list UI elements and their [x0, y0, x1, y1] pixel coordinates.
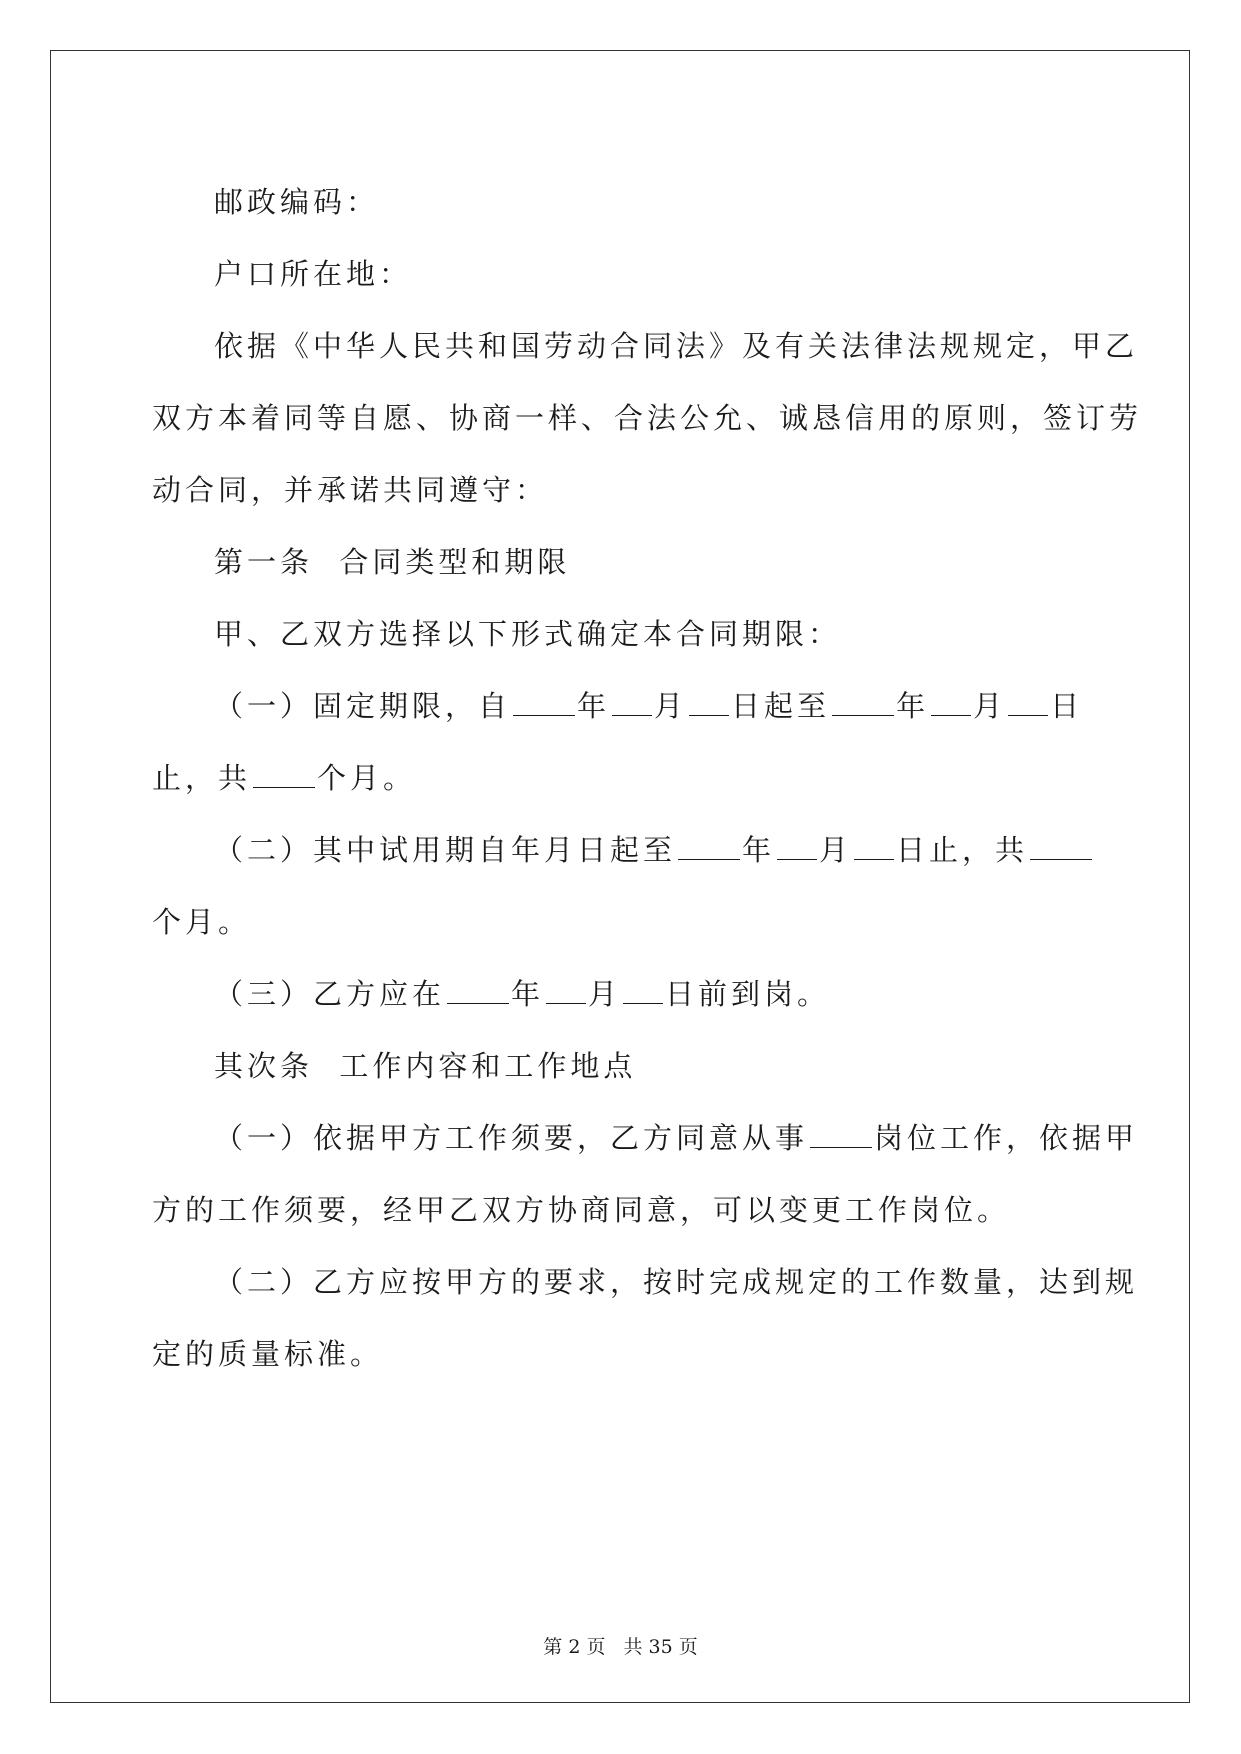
day-label: 日止，共 — [896, 833, 1029, 867]
quality-text: （二）乙方应按甲方的要求，按时完成规定的工作数量，达到规 — [214, 1265, 1139, 1299]
probation-line-2 — [152, 886, 1090, 958]
fixed-term-text: （一）固定期限，自 — [214, 689, 512, 723]
basis-line-3 — [152, 454, 1090, 526]
job-text: （一）依据甲方工作须要，乙方同意从事 — [214, 1121, 809, 1155]
day-label: 日前到岗。 — [665, 977, 831, 1011]
job-text-cont: 岗位工作，依据甲 — [874, 1121, 1139, 1155]
quality-line-1 — [152, 1246, 1139, 1318]
article-1-intro-text: 甲、乙双方选择以下形式确定本合同期限： — [214, 617, 842, 651]
job-text-end: 方的工作须要，经甲乙双方协商同意，可以变更工作岗位。 — [152, 1193, 1011, 1227]
probation-line-1 — [152, 814, 1090, 886]
blank-line — [689, 693, 729, 716]
blank-line — [931, 693, 971, 716]
day-label: 日起至 — [731, 689, 831, 723]
article-1-title — [152, 526, 1090, 598]
blank-line — [513, 693, 575, 716]
basis-text-1: 依据《中华人民共和国劳动合同法》及有关法律法规规定，甲乙 — [214, 329, 1139, 363]
page-total: 共 35 页 — [623, 1636, 698, 1658]
blank-line — [623, 981, 663, 1004]
quality-text-end: 定的质量标准。 — [152, 1337, 384, 1371]
month-label: 月 — [973, 689, 1007, 723]
blank-line — [854, 837, 894, 860]
article-1-intro — [152, 598, 1090, 670]
blank-line — [1008, 693, 1048, 716]
year-label: 年 — [577, 689, 611, 723]
month-label: 月 — [654, 689, 688, 723]
article-1-title-text: 第一条 合同类型和期限 — [214, 545, 571, 579]
blank-line — [678, 837, 740, 860]
basis-text-2: 双方本着同等自愿、协商一样、合法公允、诚恳信用的原则，签订劳 — [152, 401, 1143, 435]
fixed-term-line-2 — [152, 742, 1090, 814]
fixed-term-line-1 — [152, 670, 1090, 742]
report-line — [152, 958, 1090, 1030]
report-text: （三）乙方应在 — [214, 977, 446, 1011]
page-number: 第 2 页 — [543, 1636, 606, 1658]
months-label: 个月。 — [152, 905, 252, 939]
article-2-title — [152, 1030, 1090, 1102]
day-label: 日 — [1050, 689, 1084, 723]
year-label: 年 — [896, 689, 930, 723]
hukou-line — [152, 238, 1090, 310]
job-line-1 — [152, 1102, 1139, 1174]
basis-text-3: 动合同，并承诺共同遵守： — [152, 473, 549, 507]
basis-line-2 — [152, 382, 1143, 454]
article-2-title-text: 其次条 工作内容和工作地点 — [214, 1049, 637, 1083]
blank-line — [546, 981, 586, 1004]
blank-line — [832, 693, 894, 716]
months-label: 个月。 — [317, 761, 417, 795]
hukou-label: 户口所在地： — [214, 257, 413, 291]
blank-line — [777, 837, 817, 860]
blank-line — [810, 1125, 872, 1148]
year-label: 年 — [742, 833, 776, 867]
document-body — [152, 166, 1143, 1390]
month-label: 月 — [819, 833, 853, 867]
blank-line — [447, 981, 509, 1004]
page-footer — [0, 1632, 1241, 1659]
blank-line — [612, 693, 652, 716]
blank-line — [253, 765, 315, 788]
year-label: 年 — [511, 977, 545, 1011]
job-line-2 — [152, 1174, 1090, 1246]
probation-text: （二）其中试用期自年月日起至 — [214, 833, 677, 867]
postal-code-label: 邮政编码： — [214, 185, 380, 219]
blank-line — [1030, 837, 1092, 860]
quality-line-2 — [152, 1318, 1090, 1390]
postal-code-line — [152, 166, 1090, 238]
basis-line-1 — [152, 310, 1139, 382]
fixed-term-end-text: 止，共 — [152, 761, 252, 795]
month-label: 月 — [588, 977, 622, 1011]
